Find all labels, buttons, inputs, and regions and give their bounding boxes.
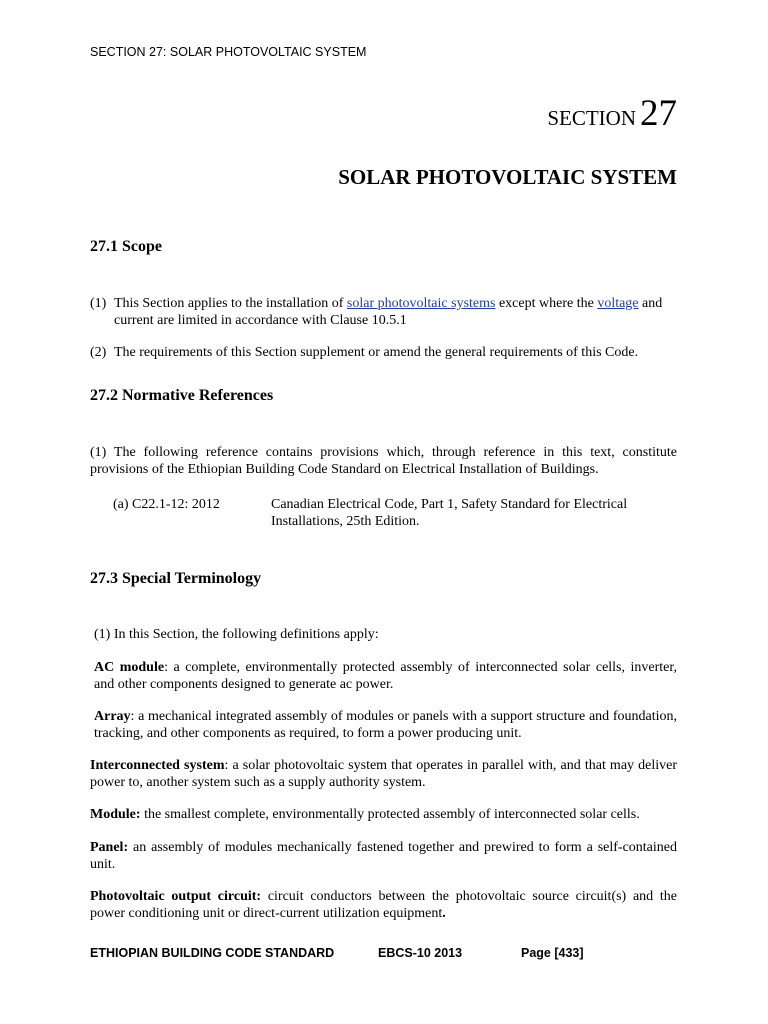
definition-term: Interconnected system [90,758,225,773]
section-word: SECTION [547,106,636,130]
scope-paragraph-1: (1) This Section applies to the installation of solar photovoltaic systems except where the voltage and current are limited in accordance with Clause 10.5.1 [90,296,663,328]
normative-references-heading: 27.2 Normative References [90,387,274,404]
paragraph-number: (2) [90,345,107,360]
section-number-block [547,92,677,135]
definition-pv-output-circuit: Photovoltaic output circuit: circuit conductors between the photovoltaic source circuit(s) and the power conditioning unit or direct-current utilization equipment. [90,889,677,921]
section-number: 27 [640,93,677,134]
definition-interconnected-system: Interconnected system: a solar photovoltaic system that operates in parallel with, and that may deliver power to, another system such as a supply authority system. [90,758,677,790]
definition-module: Module: the smallest complete, environmentally protected assembly of interconnected solar cells. [90,807,640,822]
definition-term: Module: [90,807,141,822]
definition-ac-module: AC module: a complete, environmentally protected assembly of interconnected solar cells, inverter, and other components designed to generate ac power. [94,660,677,692]
footer-standard-code: EBCS-10 2013 [378,946,463,960]
section-title: SOLAR PHOTOVOLTAIC SYSTEM [338,165,677,189]
running-header: SECTION 27: SOLAR PHOTOVOLTAIC SYSTEM [90,45,367,59]
reference-code: (a) C22.1-12: 2012 [113,497,220,512]
terminology-intro: (1) In this Section, the following definitions apply: [94,627,379,642]
scope-paragraph-2: (2) The requirements of this Section supplement or amend the general requirements of this Code. [90,345,639,360]
scope-heading: 27.1 Scope [90,238,162,255]
footer-page-number: Page [433] [521,946,584,960]
definition-term: Photovoltaic output circuit: [90,889,262,904]
reference-title: Canadian Electrical Code, Part 1, Safety Standard for Electrical Installations, 25th Edition. [271,497,628,529]
footer-standard-name: ETHIOPIAN BUILDING CODE STANDARD [90,946,335,960]
definition-array: Array: a mechanical integrated assembly of modules or panels with a support structure and foundation, tracking, and other components as required, to form a power producing unit. [94,709,677,741]
definition-panel: Panel: an assembly of modules mechanically fastened together and prewired to form a self-contained unit. [90,840,677,872]
definition-term: Array [94,709,131,724]
normative-paragraph-1: (1) The following reference contains provisions which, through reference in this text, constitute provisions of the Ethiopian Building Code Standard on Electrical Installation of Buildings. [90,445,677,477]
definition-term: AC module [94,660,165,675]
definition-term: Panel: [90,840,129,855]
solar-pv-systems-link[interactable]: solar photovoltaic systems [346,296,496,311]
voltage-link[interactable]: voltage [597,296,639,311]
special-terminology-heading: 27.3 Special Terminology [90,570,262,587]
paragraph-number: (1) [90,296,107,311]
